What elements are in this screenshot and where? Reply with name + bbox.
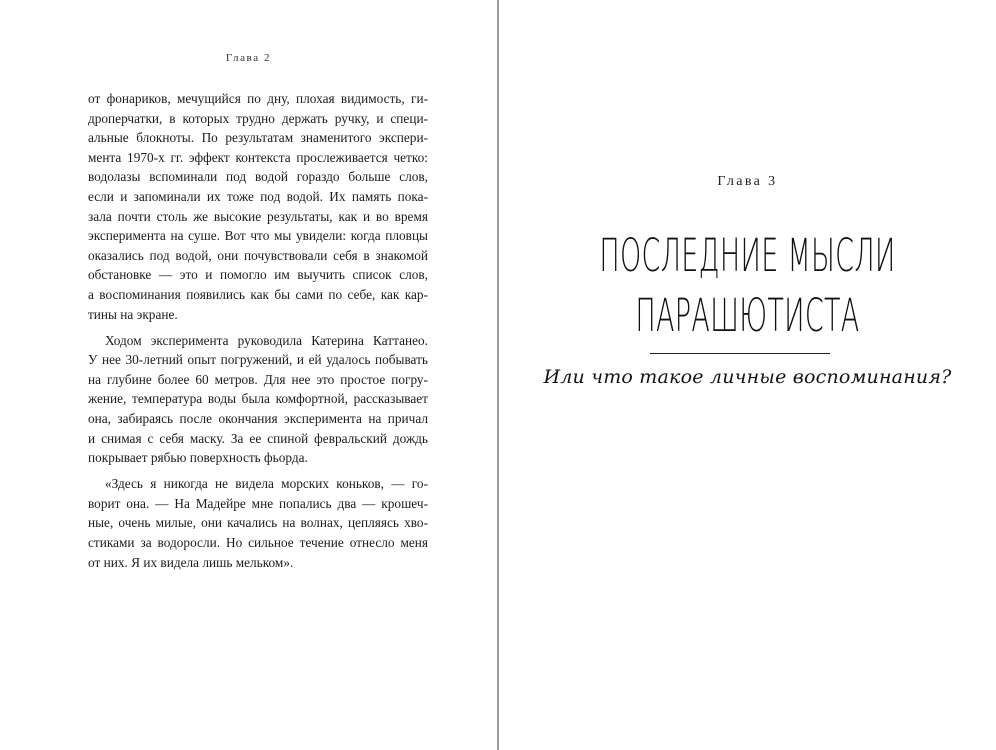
right-page <box>499 0 996 750</box>
text-line: зала почти столь же высокие результаты, как и во время <box>88 208 428 224</box>
text-line: на глубине более 60 метров. Для нее это простое погру- <box>88 371 428 387</box>
chapter-title <box>499 226 996 346</box>
text-line: от фонариков, мечущийся по дну, плохая видимость, ги- <box>88 91 428 106</box>
text-line: Ходом эксперимента руководила Катерина Каттанео. <box>105 332 428 348</box>
text-line: ные, очень милые, они качались на волнах, цепляясь хво- <box>88 515 428 531</box>
paragraph <box>88 474 428 572</box>
text-line: стиками за водоросли. Но сильное течение отнесло меня <box>88 535 428 551</box>
paragraph <box>88 89 428 324</box>
text-line: мента 1970-х гг. эффект контекста прослеживается четко: <box>88 149 428 165</box>
chapter-title-line: ПОСЛЕДНИЕ МЫСЛИ <box>599 229 896 282</box>
text-line: водолазы вспоминали под водой гораздо больше слов, <box>88 169 428 185</box>
text-line: У нее 30-летний опыт погружений, и ей удалось побывать <box>88 352 428 368</box>
body-text <box>88 89 428 579</box>
title-rule <box>650 353 830 354</box>
text-line: она, забираясь после окончания эксперимента на причал <box>88 411 428 426</box>
text-line: дроперчатки, в которых трудно держать ручку, и специ- <box>88 110 428 126</box>
text-line: ворит она. — На Мадейре мне попались два — крошеч- <box>88 495 428 511</box>
text-line: а воспоминания появились как бы сами по себе, как кар- <box>88 286 428 302</box>
text-line: жение, температура воды была комфортной, рассказывает <box>88 391 428 407</box>
left-page <box>0 0 497 750</box>
text-line: покрывает рябью поверхность фьорда. <box>88 450 308 466</box>
chapter-label: Глава 3 <box>717 174 778 189</box>
paragraph <box>88 331 428 468</box>
text-line: и снимая с себя маску. За ее спиной февральский дождь <box>88 430 428 446</box>
text-line: «Здесь я никогда не видела морских коньков, — го- <box>105 476 428 492</box>
text-line: обстановке — это и помогло им выучить список слов, <box>88 267 428 283</box>
running-head: Глава 2 <box>225 52 272 64</box>
text-line: если и запоминали их тоже под водой. Их память пока- <box>88 188 428 204</box>
text-line: от них. Я их видела лишь мельком». <box>88 554 294 570</box>
text-line: оказались под водой, они почувствовали себя в знакомой <box>88 247 428 263</box>
text-line: эксперимента на суше. Вот что мы увидели: когда пловцы <box>88 228 428 244</box>
chapter-title-line: ПАРАШЮТИСТА <box>635 289 860 342</box>
text-line: тины на экране. <box>88 306 178 322</box>
text-line: альные блокноты. По результатам знаменитого экспери- <box>88 130 428 146</box>
chapter-subtitle: Или что такое личные воспоминания? <box>543 366 952 388</box>
